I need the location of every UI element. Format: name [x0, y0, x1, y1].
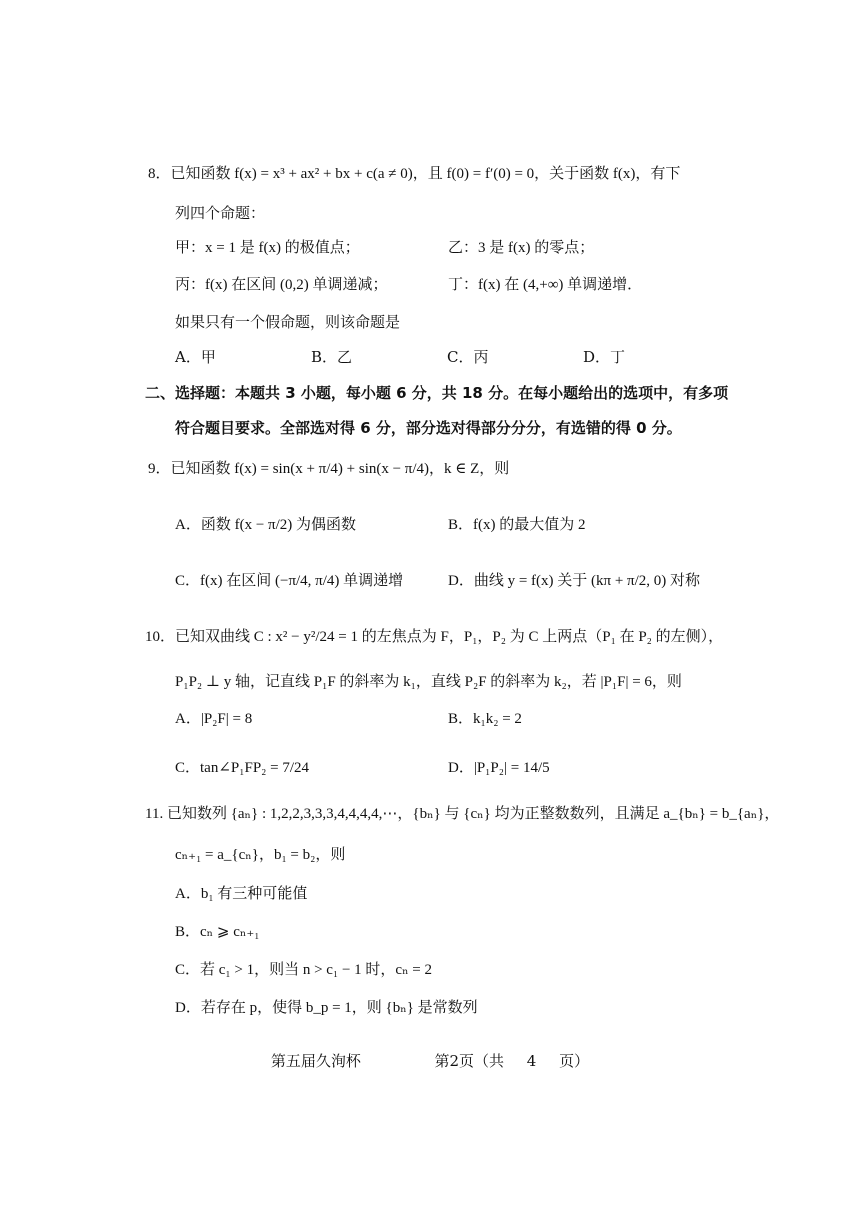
q11-stem-line1: 11. 已知数列 {aₙ} : 1,2,2,3,3,3,4,4,4,4,⋯，{bₙ} 与 {cₙ} 均为正整数数列，且满足 a_{bₙ} = b_{aₙ}， — [145, 806, 780, 822]
q8-stem-line2: 列四个命题： — [175, 204, 266, 222]
q11-option-b: B．cₙ ⩾ cₙ₊₁ — [175, 924, 260, 940]
page-footer — [0, 1050, 860, 1071]
q10-option-d: D．|P₁P₂| = 14/5 — [448, 760, 550, 776]
q8-stem-line1: 8．已知函数 f(x) = x³ + ax² + bx + c(a ≠ 0)，且 f(0) = f′(0) = 0，关于函数 f(x)，有下 — [148, 166, 681, 182]
footer-page-number: 第2页（共 4 页） — [434, 1052, 590, 1070]
section2-instructions-line2: 符合题目要求。全部选对得 6 分，部分选对得部分分分，有选错的得 0 分。 — [175, 419, 682, 437]
q11-option-a: A．b₁ 有三种可能值 — [175, 886, 308, 902]
q10-stem-line1: 10．已知双曲线 C : x² − y²/24 = 1 的左焦点为 F，P₁，P₂ 为 C 上两点（P₁ 在 P₂ 的左侧）， — [145, 629, 724, 645]
q8-question: 如果只有一个假命题，则该命题是 — [175, 313, 401, 331]
section2-instructions-line1: 二、选择题：本题共 3 小题，每小题 6 分，共 18 分。在每小题给出的选项中，有多项 — [145, 384, 729, 402]
q8-proposition-ding: 丁：f(x) 在 (4,+∞) 单调递增． — [448, 277, 643, 293]
footer-contest-name: 第五届久洵杯 — [270, 1052, 361, 1070]
q8-proposition-jia: 甲：x = 1 是 f(x) 的极值点； — [175, 240, 360, 256]
q9-option-c: C．f(x) 在区间 (−π/4, π/4) 单调递增 — [175, 573, 404, 589]
q10-option-a: A．|P₂F| = 8 — [175, 711, 253, 727]
q8-option-a: A．甲 — [175, 348, 216, 366]
q9-stem: 9．已知函数 f(x) = sin(x + π/4) + sin(x − π/4)，k ∈ Z，则 — [148, 461, 510, 477]
q8-option-c: C．丙 — [447, 348, 489, 366]
q11-option-d: D．若存在 p，使得 b_p = 1，则 {bₙ} 是常数列 — [175, 1000, 478, 1016]
q8-option-b: B．乙 — [311, 348, 353, 366]
q10-option-b: B．k₁k₂ = 2 — [448, 711, 522, 727]
q11-option-c: C．若 c₁ > 1，则当 n > c₁ − 1 时，cₙ = 2 — [175, 962, 433, 978]
q8-proposition-yi: 乙：3 是 f(x) 的零点； — [448, 240, 595, 256]
q10-stem-line2: P₁P₂ ⊥ y 轴，记直线 P₁F 的斜率为 k₁，直线 P₂F 的斜率为 k₂，若 |P₁F| = 6，则 — [175, 674, 682, 690]
q9-option-a: A．函数 f(x − π/2) 为偶函数 — [175, 517, 357, 533]
q9-option-b: B．f(x) 的最大值为 2 — [448, 517, 586, 533]
q10-option-c: C．tan∠P₁FP₂ = 7/24 — [175, 760, 310, 776]
q8-option-d: D．丁 — [583, 348, 626, 366]
q11-stem-line2: cₙ₊₁ = a_{cₙ}，b₁ = b₂，则 — [175, 847, 346, 863]
q9-option-d: D．曲线 y = f(x) 关于 (kπ + π/2, 0) 对称 — [448, 573, 701, 589]
q8-proposition-bing: 丙：f(x) 在区间 (0,2) 单调递减； — [175, 277, 388, 293]
